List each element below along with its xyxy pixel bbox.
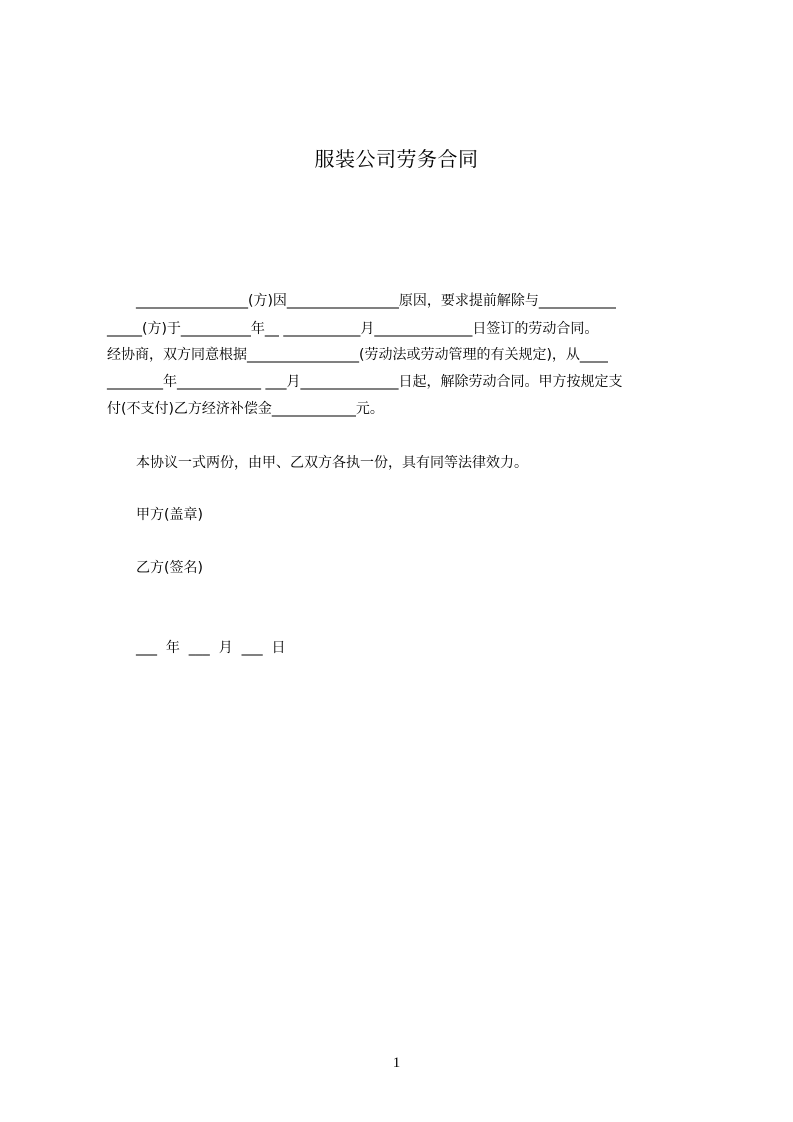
date-line: ___ 年 ___ 月 ___ 日 bbox=[136, 640, 286, 656]
document-title: 服装公司劳务合同 bbox=[314, 147, 479, 171]
party-b-signature: 乙方(签名) bbox=[136, 560, 203, 576]
party-a-seal: 甲方(盖章) bbox=[136, 507, 203, 523]
body-line-2: _____(方)于__________年__ ___________月______________日签订的劳动合同。 bbox=[107, 321, 599, 337]
body-line-4: ________年____________ ___月______________日起，解除劳动合同。甲方按规定支 bbox=[107, 374, 623, 390]
body-line-1: ________________(方)因________________原因，要求提前解除与___________ bbox=[136, 293, 616, 309]
body-line-5: 付(不支付)乙方经济补偿金____________元。 bbox=[107, 401, 384, 417]
agreement-clause: 本协议一式两份，由甲、乙双方各执一份，具有同等法律效力。 bbox=[136, 455, 528, 471]
body-line-3: 经协商，双方同意根据________________(劳动法或劳动管理的有关规定)，从____ bbox=[107, 347, 608, 363]
page-number: 1 bbox=[392, 1055, 401, 1071]
